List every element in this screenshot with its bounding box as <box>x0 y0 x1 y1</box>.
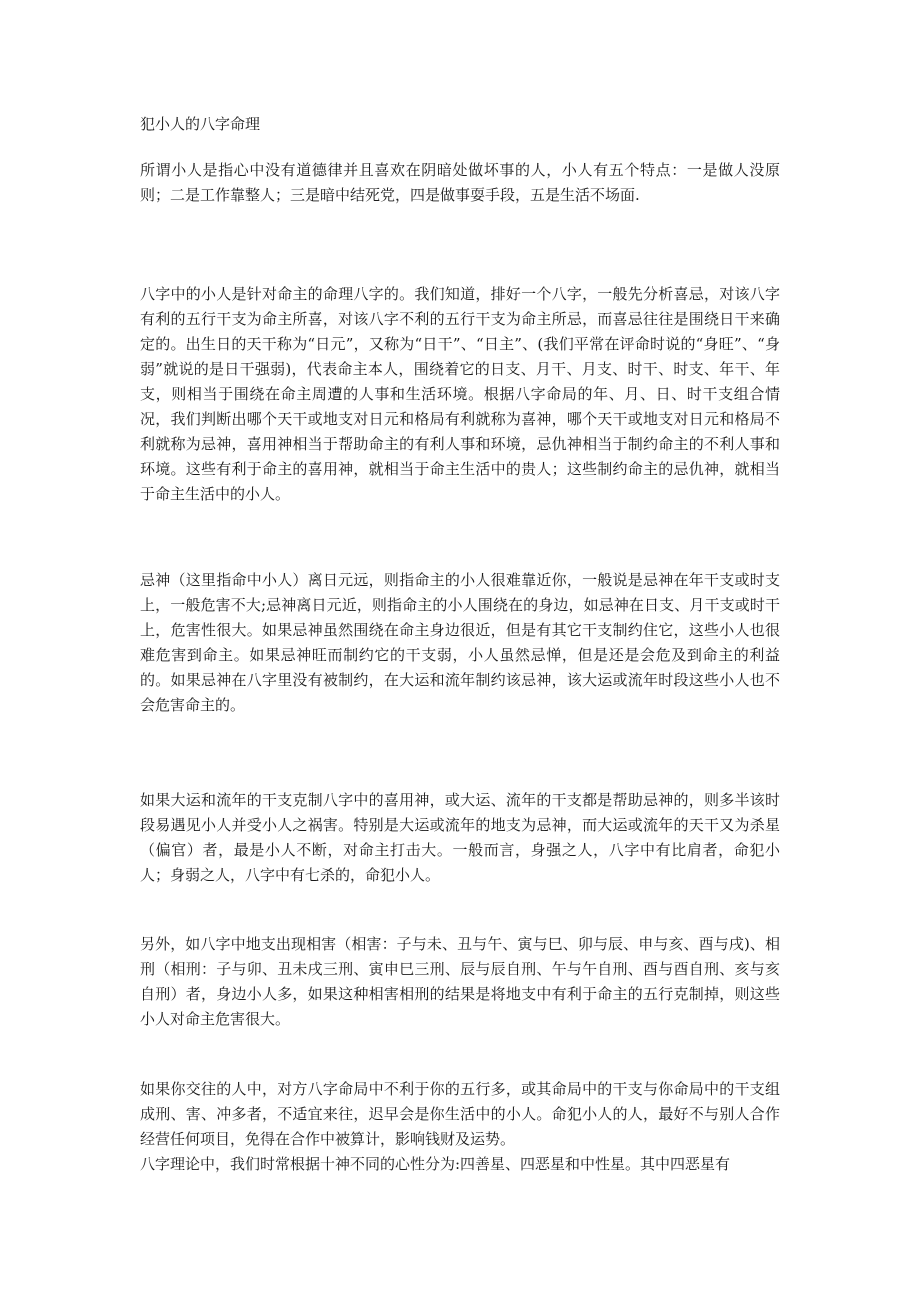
paragraph-xianghai-xiangxing: 另外，如八字中地支出现相害（相害：子与未、丑与午、寅与巳、卯与辰、申与亥、酉与戌)、相刑（相刑：子与卯、丑未戌三刑、寅申巳三刑、辰与辰自刑、午与午自刑、酉与酉自刑、亥与亥自刑）者，身边小人多，如果这种相害相刑的结果是将地支中有利于命主的五行克制掉，则这些小人对命主危害很大。 <box>140 935 780 1028</box>
paragraph-jishen-distance: 忌神（这里指命中小人）离日元远，则指命主的小人很难靠近你，一般说是忌神在年干支或时支上，一般危害不大;忌神离日元近，则指命主的小人围绕在的身边，如忌神在日支、月干支或时干上，危害性很大。如果忌神虽然围绕在命主身边很近，但是有其它干支制约住它，这些小人也很难危害到命主。如果忌神旺而制约它的干支弱，小人虽然忌惮，但是还是会危及到命主的利益的。如果忌神在八字里没有被制约，在大运和流年制约该忌神，该大运或流年时段这些小人也不会危害命主的。 <box>140 571 780 714</box>
paragraph-shishen: 八字理论中，我们时常根据十神不同的心性分为:四善星、四恶星和中性星。其中四恶星有 <box>140 1155 731 1173</box>
paragraph-jiaowang: 如果你交往的人中，对方八字命局中不利于你的五行多，或其命局中的干支与你命局中的干支组成刑、害、冲多者，不适宜来往，迟早会是你生活中的小人。命犯小人的人，最好不与别人合作经营任何项目，免得在合作中被算计，影响钱财及运势。 <box>140 1080 780 1148</box>
paragraph-definition: 所谓小人是指心中没有道德律并且喜欢在阴暗处做坏事的人，小人有五个特点：一是做人没原则；二是工作靠整人；三是暗中结死党，四是做事耍手段，五是生活不场面. <box>140 161 780 204</box>
paragraph-bazi-xiaoren: 八字中的小人是针对命主的命理八字的。我们知道，排好一个八字，一般先分析喜忌，对该八字有利的五行干支为命主所喜，对该八字不利的五行干支为命主所忌，而喜忌往往是围绕日干来确定的。出生日的天干称为“日元”，又称为“日干”、“日主”、(我们平常在评命时说的“身旺”、“身弱”就说的是日干强弱)，代表命主本人，围绕着它的日支、月干、月支、时干、时支、年干、年支，则相当于围绕在命主周遭的人事和生活环境。根据八字命局的年、月、日、时干支组合情况，我们判断出哪个天干或地支对日元和格局有利就称为喜神，哪个天干或地支对日元和格局不利就称为忌神，喜用神相当于帮助命主的有利人事和环境，忌仇神相当于制约命主的不利人事和环境。这些有利于命主的喜用神，就相当于命主生活中的贵人；这些制约命主的忌仇神，就相当于命主生活中的小人。 <box>140 285 780 503</box>
paragraph-dayun-liunian: 如果大运和流年的干支克制八字中的喜用神，或大运、流年的干支都是帮助忌神的，则多半该时段易遇见小人并受小人之祸害。特别是大运或流年的地支为忌神，而大运或流年的天干又为杀星（偏官）者，最是小人不断，对命主打击大。一般而言，身强之人，八字中有比肩者，命犯小人；身弱之人，八字中有七杀的，命犯小人。 <box>140 791 780 884</box>
document-title: 犯小人的八字命理 <box>140 115 261 133</box>
